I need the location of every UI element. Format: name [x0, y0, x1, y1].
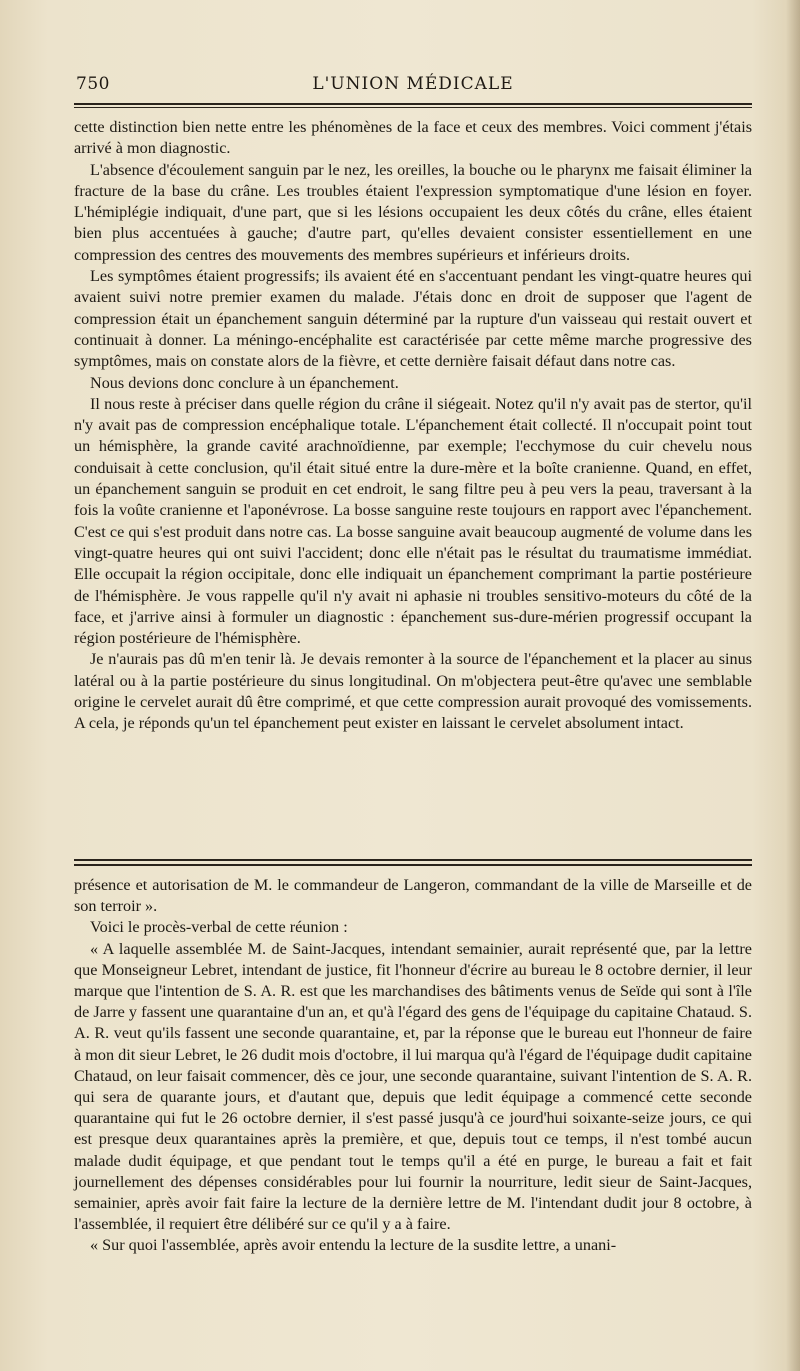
- feuilleton-paragraph: « A laquelle assemblée M. de Saint-Jacques, intendant semainier, aurait représenté que, par la lettre que Monseigneur Lebret, intendant de justice, fit l'honneur d'écrire au bureau le 8 octobre dernier, il leur marque que l'intention de S. A. R. est que les marchandises des bâtiments venus de Seïde qui sont à l'île de Jarre y fassent une quarantaine d'un an, et qu'à l'égard des gens de l'équipage du capitaine Chataud. S. A. R. veut qu'ils fassent une seconde quarantaine, et, par la réponse que le bureau eut l'honneur de faire à mon dit sieur Lebret, le 26 dudit mois d'octobre, il lui marqua qu'à l'égard de l'équipage dudit capitaine Chataud, on leur faisait commencer, dès ce jour, une seconde quarantaine, suivant l'intention de S. A. R. qui sera de quarante jours, et d'autant que, depuis que ledit équipage a commencé cette seconde quarantaine qui fut le 26 octobre dernier, il s'est passé jusqu'à ce jourd'hui soixante-seize jours, ce qui est presque deux quarantaines après la première, et que, depuis tout ce temps, il n'est tombé aucun malade dudit équipage, et que pendant tout le temps qu'il a été en purge, le bureau a fait et fait journellement des dépenses considérables pour lui fournir la nourriture, ledit sieur de Saint-Jacques, semainier, après avoir fait faire la lecture de la dernière lettre de M. l'intendant dudit jour 8 octobre, à l'assemblée, il requiert être délibéré sur ce qu'il y a à faire.: [74, 939, 752, 1234]
- article-paragraph: cette distinction bien nette entre les phénomènes de la face et ceux des membres. Voici comment j'étais arrivé à mon diagnostic.: [74, 118, 752, 158]
- header-rule: [74, 103, 752, 105]
- article-paragraph: Je n'aurais pas dû m'en tenir là. Je devais remonter à la source de l'épanchement et la placer au sinus latéral ou à la partie postérieure du sinus longitudinal. On m'objectera peut-être qu'avec une semblable origine le cervelet aurait dû être comprimé, et que cette compression aurait provoqué des vomissements. A cela, je réponds qu'un tel épanchement peut exister en laissant le cervelet absolument intact.: [74, 650, 752, 733]
- journal-title: L'UNION MÉDICALE: [312, 74, 514, 94]
- feuilleton-paragraph: « Sur quoi l'assemblée, après avoir entendu la lecture de la susdite lettre, a unani-: [90, 1236, 617, 1255]
- article-paragraph: L'absence d'écoulement sanguin par le nez, les oreilles, la bouche ou le pharynx me faisait éliminer la fracture de la base du crâne. Les troubles étaient l'expression symptomatique d'une lésion en foyer. L'hémiplégie indiquait, d'une part, que si les lésions occupaient les deux côtés du crâne, elles étaient bien plus accentuées à gauche; d'autre part, qu'elles devaient consister essentiellement en une compression des centres des mouvements des membres supérieurs et inférieurs droits.: [74, 160, 752, 264]
- feuilleton-separator-rule: [74, 859, 752, 861]
- page-number: 750: [76, 74, 110, 94]
- article-paragraph: Les symptômes étaient progressifs; ils avaient été en s'accentuant pendant les vingt-quatre heures qui avaient suivi notre premier examen du malade. J'étais donc en droit de supposer que l'agent de compression était un épanchement sanguin déterminé par la rupture d'un vaisseau qui restait ouvert et continuait à donner. La méningo-encéphalite est caractérisée par cette même marche progressive des symptômes, mais on constate alors de la fièvre, et cette dernière faisait défaut dans notre cas.: [74, 267, 752, 371]
- page-edge-shadow: [786, 0, 800, 1371]
- running-header: [74, 74, 752, 100]
- feuilleton-body: [74, 875, 752, 1257]
- article-paragraph: Nous devions donc conclure à un épanchement.: [90, 373, 399, 392]
- article-body: [74, 117, 752, 735]
- feuilleton-paragraph: présence et autorisation de M. le commandeur de Langeron, commandant de la ville de Marseille et de son terroir ».: [74, 876, 752, 916]
- article-paragraph: Il nous reste à préciser dans quelle région du crâne il siégeait. Notez qu'il n'y avait pas de stertor, qu'il n'y avait pas de compression encéphalique totale. L'épanchement était collecté. Il n'occupait point tout un hémisphère, la grande cavité arachnoïdienne, par exemple; l'ecchymose du cuir chevelu nous conduisait à cette conclusion, qu'il était situé entre la dure-mère et la boîte cranienne. Quand, en effet, un épanchement sanguin se produit en cet endroit, le sang filtre peu à peu vers la peau, traversant à la fois la voûte cranienne et l'aponévrose. La bosse sanguine reste toujours en rapport avec l'épanchement. C'est ce qui s'est produit dans notre cas. La bosse sanguine avait beaucoup augmenté de volume dans les vingt-quatre heures qui ont suivi l'accident; donc elle n'était pas le résultat du traumatisme immédiat. Elle occupait la région occipitale, donc elle indiquait un épanchement comprimant la partie postérieure de l'hémisphère. Je vous rappelle qu'il n'y avait ni aphasie ni troubles sensitivo-moteurs du côté de la face, et j'arrive ainsi à formuler un diagnostic : épanchement sus-dure-mérien progressif occupant la région postérieure de l'hémisphère.: [74, 394, 752, 648]
- feuilleton-paragraph: Voici le procès-verbal de cette réunion :: [90, 918, 348, 937]
